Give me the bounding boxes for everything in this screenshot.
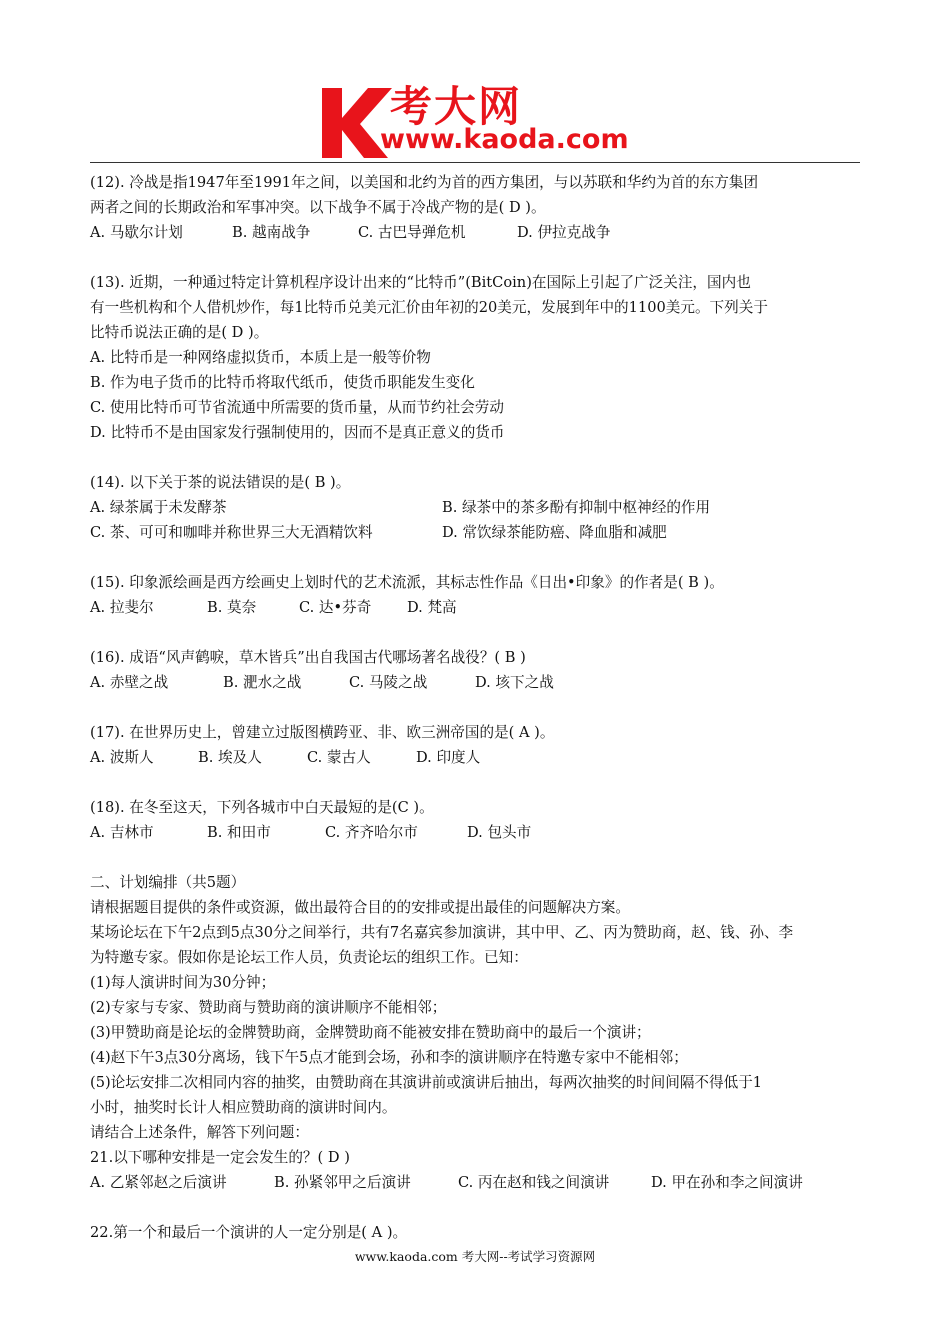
q21-option-b: B. 孙紧邻甲之后演讲	[274, 1174, 411, 1191]
q14-options-row-2	[90, 520, 865, 545]
q21-options	[90, 1170, 865, 1195]
q12-line-2: 两者之间的长期政治和军事冲突。以下战争不属于冷战产物的是( D )。	[90, 199, 546, 216]
q14-option-a: A. 绿茶属于未发酵茶	[90, 499, 227, 516]
section2-condition-4: (4)赵下午3点30分离场，钱下午5点才能到会场，孙和李的演讲顺序在特邀专家中不能相邻；	[90, 1049, 688, 1066]
section2-condition-2: (2)专家与专家、赞助商与赞助商的演讲顺序不能相邻；	[90, 999, 447, 1016]
q12-line-1: (12). 冷战是指1947年至1991年之间，以美国和北约为首的西方集团，与以苏联和华约为首的东方集团	[90, 174, 759, 191]
q14-line-1: (14). 以下关于茶的说法错误的是( B )。	[90, 474, 351, 491]
logo-url-text: www.kaoda.com	[380, 124, 629, 155]
q17-options	[90, 745, 865, 770]
q16-line-1: (16). 成语“风声鹤唳，草木皆兵”出自我国古代哪场著名战役？( B )	[90, 649, 526, 666]
page-footer: www.kaoda.com 考大网--考试学习资源网	[354, 1249, 596, 1264]
q12-option-b: B. 越南战争	[232, 224, 311, 241]
q13-line-3: 比特币说法正确的是( D )。	[90, 324, 269, 341]
q15-option-b: B. 莫奈	[207, 599, 257, 616]
q13-option-c: C. 使用比特币可节省流通中所需要的货币量，从而节约社会劳动	[90, 399, 504, 416]
q21-option-a: A. 乙紧邻赵之后演讲	[90, 1174, 227, 1191]
q17-option-c: C. 蒙古人	[307, 749, 371, 766]
q13-option-d: D. 比特币不是由国家发行强制使用的，因而不是真正意义的货币	[90, 424, 505, 441]
header-divider	[90, 162, 860, 163]
q17-option-a: A. 波斯人	[90, 749, 154, 766]
q17-line-1: (17). 在世界历史上，曾建立过版图横跨亚、非、欧三洲帝国的是( A )。	[90, 724, 555, 741]
q17-option-b: B. 埃及人	[198, 749, 262, 766]
document-body	[90, 170, 865, 1245]
kaoda-logo	[318, 80, 648, 160]
section2-heading: 二、计划编排（共5题）	[90, 874, 246, 891]
q15-options	[90, 595, 865, 620]
q12-option-a: A. 马歇尔计划	[90, 224, 183, 241]
q21-option-c: C. 丙在赵和钱之间演讲	[458, 1174, 610, 1191]
section2-condition-3: (3)甲赞助商是论坛的金牌赞助商，金牌赞助商不能被安排在赞助商中的最后一个演讲；	[90, 1024, 651, 1041]
q18-options	[90, 820, 865, 845]
q13-line-2: 有一些机构和个人借机炒作，每1比特币兑美元汇价由年初的20美元，发展到年中的1100美元。下列关于	[90, 299, 768, 316]
q18-line-1: (18). 在冬至这天，下列各城市中白天最短的是(C )。	[90, 799, 434, 816]
q14-options-row-1	[90, 495, 865, 520]
q16-option-c: C. 马陵之战	[349, 674, 428, 691]
section2-instruction: 请根据题目提供的条件或资源，做出最符合目的的安排或提出最佳的问题解决方案。	[90, 899, 630, 916]
q18-option-b: B. 和田市	[207, 824, 271, 841]
section2-scenario-1: 某场论坛在下午2点到5点30分之间举行，共有7名嘉宾参加演讲，其中甲、乙、丙为赞助商，赵、钱、孙、李	[90, 924, 794, 941]
q12-option-c: C. 古巴导弹危机	[358, 224, 466, 241]
section2-scenario-2: 为特邀专家。假如你是论坛工作人员，负责论坛的组织工作。已知：	[90, 949, 528, 966]
q15-option-d: D. 梵高	[407, 599, 457, 616]
q14-option-d: D. 常饮绿茶能防癌、降血脂和减肥	[442, 524, 667, 541]
q15-option-c: C. 达•芬奇	[299, 599, 372, 616]
q15-option-a: A. 拉斐尔	[90, 599, 154, 616]
q12-options	[90, 220, 865, 245]
section2-prompt: 请结合上述条件，解答下列问题：	[90, 1124, 309, 1141]
q16-options	[90, 670, 865, 695]
q16-option-b: B. 淝水之战	[223, 674, 302, 691]
section2-condition-1: (1)每人演讲时间为30分钟；	[90, 974, 276, 991]
q13-option-a: A. 比特币是一种网络虚拟货币，本质上是一般等价物	[90, 349, 431, 366]
q21-option-d: D. 甲在孙和李之间演讲	[651, 1174, 803, 1191]
q17-option-d: D. 印度人	[416, 749, 481, 766]
q18-option-a: A. 吉林市	[90, 824, 154, 841]
q15-line-1: (15). 印象派绘画是西方绘画史上划时代的艺术流派，其标志性作品《日出•印象》的作者是( B )。	[90, 574, 724, 591]
q22-line-1: 22.第一个和最后一个演讲的人一定分别是( A )。	[90, 1224, 408, 1241]
q14-option-b: B. 绿茶中的茶多酚有抑制中枢神经的作用	[442, 499, 711, 516]
section2-condition-5a: (5)论坛安排二次相同内容的抽奖，由赞助商在其演讲前或演讲后抽出，每两次抽奖的时间间隔不得低于1	[90, 1074, 763, 1091]
q21-line-1: 21.以下哪种安排是一定会发生的？( D )	[90, 1149, 350, 1166]
q13-line-1: (13). 近期，一种通过特定计算机程序设计出来的“比特币”(BitCoin)在国际上引起了广泛关注，国内也	[90, 274, 751, 291]
q14-option-c: C. 茶、可可和咖啡并称世界三大无酒精饮料	[90, 524, 373, 541]
q18-option-c: C. 齐齐哈尔市	[325, 824, 418, 841]
section2-condition-5b: 小时，抽奖时长计人相应赞助商的演讲时间内。	[90, 1099, 397, 1116]
q18-option-d: D. 包头市	[467, 824, 532, 841]
q13-option-b: B. 作为电子货币的比特币将取代纸币，使货币职能发生变化	[90, 374, 475, 391]
q16-option-a: A. 赤壁之战	[90, 674, 169, 691]
logo-brand-text: 考大网	[390, 82, 523, 131]
q16-option-d: D. 垓下之战	[475, 674, 554, 691]
q12-option-d: D. 伊拉克战争	[517, 224, 611, 241]
